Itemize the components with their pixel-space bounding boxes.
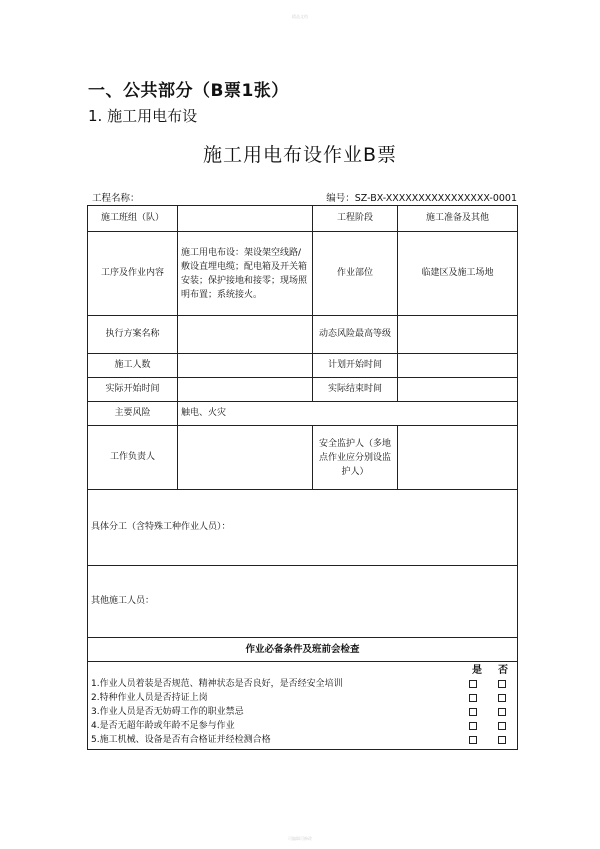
work-ticket-table (87, 205, 518, 750)
checklist-item (91, 719, 514, 733)
main-risk-value: 触电、火灾 (178, 402, 518, 426)
supervisor-value[interactable] (398, 426, 518, 490)
process-value: 施工用电布设：架设架空线路/敷设直埋电缆；配电箱及开关箱安装；保护接地和接零；现场照明布置；系统接火。 (178, 232, 313, 316)
checklist-item-text: 1.作业人员着装是否规范、精神状态是否良好，是否经安全培训 (91, 678, 343, 689)
yes-checkbox[interactable] (469, 722, 477, 730)
code-field (326, 190, 517, 204)
no-label: 否 (498, 665, 508, 676)
watermark-bottom: 可编辑可修改 (288, 836, 312, 841)
row-plan (88, 316, 518, 354)
yes-label: 是 (472, 665, 482, 676)
team-label: 施工班组（队） (88, 206, 178, 232)
row-team (88, 206, 518, 232)
no-checkbox[interactable] (498, 694, 506, 702)
plan-start-label: 计划开始时间 (313, 354, 398, 378)
row-actual-time (88, 378, 518, 402)
checklist-item (91, 705, 514, 719)
location-label: 作业部位 (313, 232, 398, 316)
workers-label: 施工人数 (88, 354, 178, 378)
actual-end-value[interactable] (398, 378, 518, 402)
watermark-top: 精品文档 (292, 14, 308, 19)
team-value[interactable] (178, 206, 313, 232)
checklist-item-text: 4.是否无超年龄或年龄不足参与作业 (91, 720, 235, 731)
leader-value[interactable] (178, 426, 313, 490)
checklist-item (91, 733, 514, 747)
risk-level-value[interactable] (398, 316, 518, 354)
row-checklist (88, 662, 518, 750)
main-risk-label: 主要风险 (88, 402, 178, 426)
subsection-heading: 1. 施工用电布设 (88, 107, 198, 125)
row-main-risk (88, 402, 518, 426)
others-field[interactable]: 其他施工人员： (88, 566, 518, 638)
plan-start-value[interactable] (398, 354, 518, 378)
no-checkbox[interactable] (498, 722, 506, 730)
checklist-item-text: 5.施工机械、设备是否有合格证并经检测合格 (91, 734, 271, 745)
actual-start-value[interactable] (178, 378, 313, 402)
form-title: 施工用电布设作业B票 (202, 144, 398, 166)
phase-value: 施工准备及其他 (398, 206, 518, 232)
section-heading: 一、公共部分（B票1张） (88, 81, 289, 101)
yes-checkbox[interactable] (469, 694, 477, 702)
code-label: 编号： (326, 193, 355, 204)
plan-value[interactable] (178, 316, 313, 354)
row-workers (88, 354, 518, 378)
yes-checkbox[interactable] (469, 708, 477, 716)
checklist-item-text: 3.作业人员是否无妨碍工作的职业禁忌 (91, 706, 244, 717)
checklist-body (88, 662, 518, 750)
yes-checkbox[interactable] (469, 680, 477, 688)
process-label: 工序及作业内容 (88, 232, 178, 316)
code-value: SZ-BX-XXXXXXXXXXXXXXXX-0001 (354, 193, 517, 204)
no-checkbox[interactable] (498, 736, 506, 744)
location-value: 临建区及施工场地 (398, 232, 518, 316)
form-meta (92, 190, 517, 204)
checklist-header: 作业必备条件及班前会检查 (88, 638, 518, 662)
actual-end-label: 实际结束时间 (313, 378, 398, 402)
row-leader (88, 426, 518, 490)
row-process (88, 232, 518, 316)
row-checklist-header (88, 638, 518, 662)
leader-label: 工作负责人 (88, 426, 178, 490)
plan-label: 执行方案名称 (88, 316, 178, 354)
phase-label: 工程阶段 (313, 206, 398, 232)
actual-start-label: 实际开始时间 (88, 378, 178, 402)
supervisor-label: 安全监护人（多地点作业应分别设监护人） (313, 426, 398, 490)
checklist-yes-no-header (91, 664, 514, 677)
row-others (88, 566, 518, 638)
project-name-label: 工程名称： (92, 193, 140, 204)
no-checkbox[interactable] (498, 708, 506, 716)
row-division (88, 490, 518, 566)
no-checkbox[interactable] (498, 680, 506, 688)
workers-value[interactable] (178, 354, 313, 378)
checklist-item (91, 677, 514, 691)
checklist-item-text: 2.特种作业人员是否持证上岗 (91, 692, 208, 703)
risk-level-label: 动态风险最高等级 (313, 316, 398, 354)
checklist-item (91, 691, 514, 705)
yes-checkbox[interactable] (469, 736, 477, 744)
division-field[interactable]: 具体分工（含特殊工种作业人员）： (88, 490, 518, 566)
